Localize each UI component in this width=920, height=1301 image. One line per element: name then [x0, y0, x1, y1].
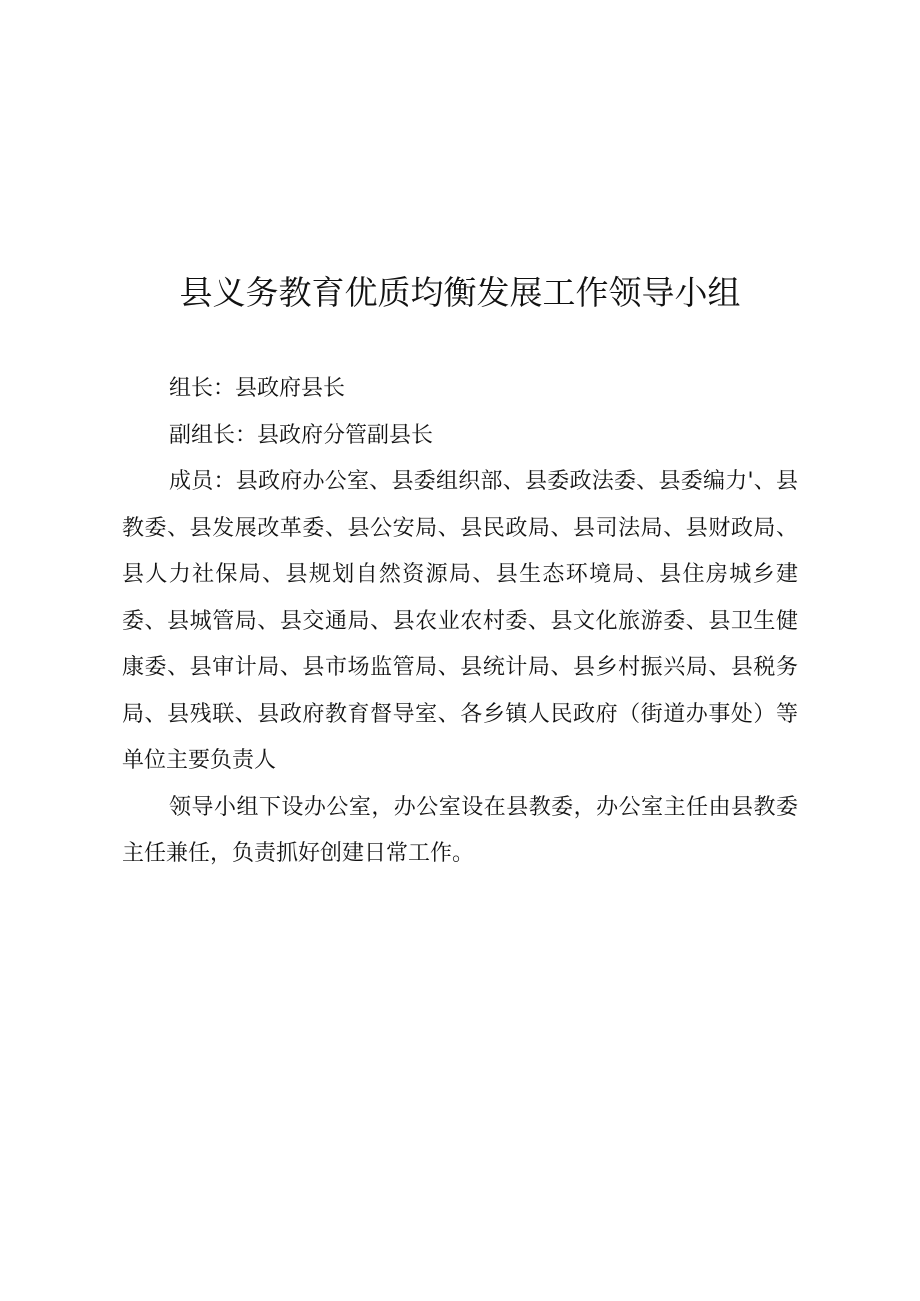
- office-paragraph: 领导小组下设办公室，办公室设在县教委，办公室主任由县教委主任兼任，负责抓好创建日常工作。: [122, 794, 798, 866]
- members-paragraph: 成员：县政府办公室、县委组织部、县委政法委、县委编力'、县教委、县发展改革委、县公安局、县民政局、县司法局、县财政局、县人力社保局、县规划自然资源局、县生态环境局、县住房城乡建委、县城管局、县交通局、县农业农村委、县文化旅游委、县卫生健康委、县审计局、县市场监管局、县统计局、县乡村振兴局、县税务局、县残联、县政府教育督导室、各乡镇人民政府（街道办事处）等单位主要负责人: [122, 469, 798, 773]
- document-body: [122, 366, 798, 878]
- leader-paragraph: 组长：县政府县长: [169, 376, 346, 401]
- document-title: 县义务教育优质均衡发展工作领导小组: [179, 273, 741, 312]
- deputy-leader-paragraph: 副组长：县政府分管副县长: [169, 422, 434, 448]
